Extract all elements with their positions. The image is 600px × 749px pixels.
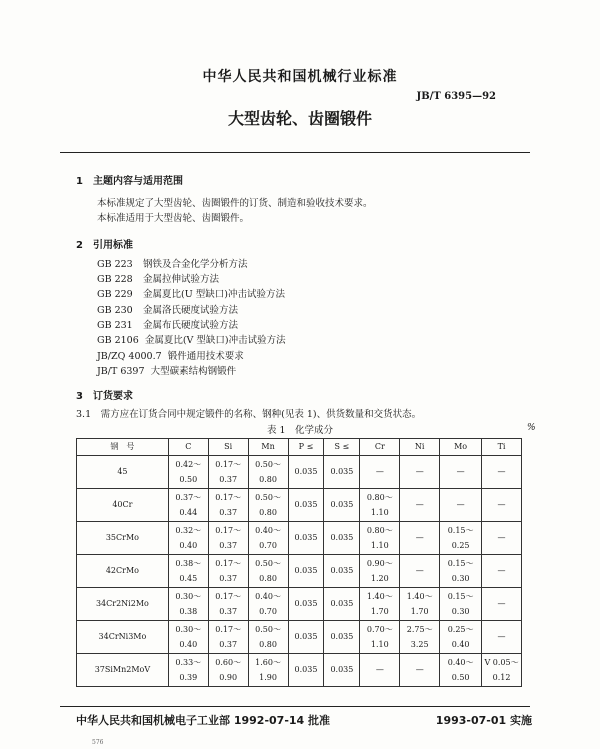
composition-value: 0.37	[219, 607, 238, 616]
reference-code: GB 230	[97, 305, 133, 316]
composition-cell: 0.035	[288, 489, 324, 522]
composition-value: 0.37	[219, 640, 238, 649]
composition-cell	[248, 522, 288, 555]
composition-value: 0.80	[259, 508, 277, 517]
composition-cell: —	[400, 555, 440, 588]
composition-cell	[440, 522, 482, 555]
composition-cell	[360, 621, 400, 654]
composition-value: 1.10	[370, 508, 389, 517]
composition-value: 0.17～	[215, 625, 242, 634]
composition-cell	[400, 588, 440, 621]
composition-value: 1.70	[410, 607, 429, 616]
reference-code: JB/ZQ 4000.7	[97, 351, 162, 362]
composition-value: 0.30～	[175, 592, 202, 601]
composition-cell	[248, 654, 288, 687]
composition-cell: 0.035	[288, 522, 324, 555]
composition-cell: —	[482, 456, 522, 489]
reference-title: 大型碳素结构钢锻件	[150, 366, 237, 377]
composition-value: V 0.05～	[484, 658, 519, 667]
header-cell: Mn	[248, 439, 288, 456]
composition-value: 0.30～	[175, 625, 202, 634]
table-row	[77, 489, 522, 522]
composition-cell	[482, 654, 522, 687]
composition-cell: 0.035	[288, 588, 324, 621]
composition-cell: 0.035	[288, 555, 324, 588]
composition-cell: —	[360, 456, 400, 489]
composition-value: 1.40～	[406, 592, 433, 601]
composition-cell	[208, 621, 248, 654]
reference-item	[97, 286, 285, 300]
composition-value: 0.80～	[366, 493, 393, 502]
composition-cell: 0.035	[288, 654, 324, 687]
composition-value: 0.12	[492, 673, 511, 682]
composition-value: 0.40	[179, 640, 198, 649]
composition-value: 1.20	[370, 574, 389, 583]
reference-item	[97, 302, 238, 316]
composition-value: 0.37	[219, 508, 238, 517]
section-1-heading: 1 主题内容与适用范围	[76, 176, 183, 187]
composition-cell: 0.035	[324, 654, 360, 687]
composition-cell: —	[482, 489, 522, 522]
composition-value: 0.70	[259, 541, 277, 550]
composition-value: 1.40～	[366, 592, 393, 601]
header-cell: Cr	[360, 439, 400, 456]
table-row	[77, 654, 522, 687]
table-body	[77, 456, 522, 687]
reference-title: 金属夏比(U 型缺口)冲击试验方法	[143, 289, 285, 300]
composition-value: 0.60～	[215, 658, 242, 667]
composition-cell: —	[482, 522, 522, 555]
table-caption: 表 1 化学成分	[266, 425, 334, 436]
composition-cell	[360, 489, 400, 522]
composition-cell	[248, 588, 288, 621]
reference-title: 金属洛氏硬度试验方法	[143, 305, 239, 316]
composition-value: 0.50	[451, 673, 470, 682]
composition-cell	[208, 522, 248, 555]
composition-cell	[168, 555, 208, 588]
header-cell: Ti	[482, 439, 522, 456]
table-row	[77, 555, 522, 588]
composition-cell: —	[400, 522, 440, 555]
composition-value: 0.90～	[366, 559, 393, 568]
standard-title: 中华人民共和国机械行业标准	[202, 69, 398, 85]
reference-code: GB 2106	[97, 335, 139, 346]
composition-value: 0.15～	[447, 526, 474, 535]
composition-cell: —	[482, 588, 522, 621]
steel-grade-cell: 34CrNi3Mo	[77, 621, 169, 654]
page-number: 576	[92, 739, 104, 746]
composition-cell: 0.035	[324, 621, 360, 654]
steel-grade-cell: 45	[77, 456, 169, 489]
standard-code: JB/T 6395—92	[416, 91, 496, 102]
composition-value: 0.17～	[215, 493, 242, 502]
composition-value: 0.17～	[215, 460, 242, 469]
composition-value: 0.25～	[447, 625, 474, 634]
composition-cell	[168, 522, 208, 555]
header-cell: P ≤	[288, 439, 324, 456]
composition-value: 1.60～	[255, 658, 281, 667]
composition-value: 0.40～	[255, 526, 281, 535]
composition-cell	[360, 555, 400, 588]
composition-value: 0.70	[259, 607, 277, 616]
composition-cell: —	[440, 456, 482, 489]
composition-cell	[360, 522, 400, 555]
composition-cell: —	[400, 489, 440, 522]
composition-value: 0.30	[451, 607, 470, 616]
composition-value: 0.37～	[175, 493, 202, 502]
composition-cell: —	[482, 555, 522, 588]
header-cell: Ni	[400, 439, 440, 456]
composition-value: 0.45	[179, 574, 198, 583]
composition-value: 0.37	[219, 475, 238, 484]
composition-value: 0.80～	[366, 526, 393, 535]
composition-cell	[400, 621, 440, 654]
steel-grade-cell: 40Cr	[77, 489, 169, 522]
section-3-heading: 3 订货要求	[76, 391, 133, 402]
reference-item	[97, 256, 248, 270]
composition-cell	[208, 489, 248, 522]
composition-value: 1.10	[370, 640, 389, 649]
composition-cell	[168, 654, 208, 687]
composition-cell: —	[482, 621, 522, 654]
composition-value: 1.70	[370, 607, 389, 616]
steel-grade-cell: 35CrMo	[77, 522, 169, 555]
reference-code: JB/T 6397	[97, 366, 145, 377]
header-cell: 钢 号	[77, 439, 169, 456]
composition-cell: 0.035	[324, 555, 360, 588]
composition-value: 0.15～	[447, 559, 474, 568]
composition-value: 3.25	[410, 640, 429, 649]
composition-cell	[168, 588, 208, 621]
composition-cell	[208, 654, 248, 687]
section-2-heading: 2 引用标准	[76, 240, 133, 251]
composition-cell	[440, 621, 482, 654]
composition-value: 1.10	[370, 541, 389, 550]
composition-value: 0.90	[219, 673, 238, 682]
reference-item	[97, 363, 236, 377]
composition-value: 0.17～	[215, 559, 242, 568]
composition-cell: —	[400, 456, 440, 489]
reference-code: GB 229	[97, 289, 133, 300]
composition-value: 0.40～	[255, 592, 281, 601]
section-1-paragraph: 本标准适用于大型齿轮、齿圈锻件。	[97, 213, 250, 224]
composition-value: 0.38～	[175, 559, 202, 568]
reference-title: 锻件通用技术要求	[167, 351, 244, 362]
chemical-composition-table	[76, 438, 522, 687]
composition-value: 0.30	[451, 574, 470, 583]
table-row	[77, 621, 522, 654]
composition-cell: —	[360, 654, 400, 687]
reference-code: GB 223	[97, 259, 133, 270]
composition-value: 0.50～	[255, 460, 281, 469]
composition-value: 0.39	[179, 673, 198, 682]
header-cell: Si	[208, 439, 248, 456]
composition-cell	[168, 621, 208, 654]
implementation-date: 1993-07-01 实施	[435, 714, 532, 727]
composition-value: 0.70～	[366, 625, 393, 634]
composition-cell	[168, 489, 208, 522]
composition-cell	[248, 456, 288, 489]
composition-value: 0.50	[179, 475, 198, 484]
footer-rule	[60, 706, 530, 707]
composition-value: 0.38	[179, 607, 198, 616]
header-cell: S ≤	[324, 439, 360, 456]
reference-code: GB 231	[97, 320, 133, 331]
composition-cell	[440, 555, 482, 588]
reference-item	[97, 271, 219, 285]
composition-cell	[168, 456, 208, 489]
composition-cell	[440, 588, 482, 621]
composition-value: 0.80	[259, 574, 277, 583]
composition-cell: —	[400, 654, 440, 687]
composition-value: 0.37	[219, 574, 238, 583]
section-1-paragraph: 本标准规定了大型齿轮、齿圈锻件的订货、制造和验收技术要求。	[97, 198, 373, 209]
composition-value: 0.17～	[215, 592, 242, 601]
document-title: 大型齿轮、齿圈锻件	[227, 109, 372, 128]
composition-cell: —	[440, 489, 482, 522]
table-header-row	[77, 439, 522, 456]
composition-cell	[208, 588, 248, 621]
composition-cell	[440, 654, 482, 687]
steel-grade-cell: 37SiMn2MoV	[77, 654, 169, 687]
composition-cell	[248, 621, 288, 654]
composition-cell	[360, 588, 400, 621]
composition-cell	[208, 555, 248, 588]
composition-value: 0.50～	[255, 625, 281, 634]
reference-title: 钢铁及合金化学分析方法	[143, 259, 248, 270]
header-cell: Mo	[440, 439, 482, 456]
reference-item	[97, 332, 286, 346]
composition-value: 2.75～	[406, 625, 433, 634]
clause-3-1: 3.1 需方应在订货合同中规定锻件的名称、钢种(见表 1)、供货数量和交货状态。	[76, 409, 422, 420]
composition-value: 0.32～	[175, 526, 202, 535]
composition-value: 0.17～	[215, 526, 242, 535]
reference-title: 金属夏比(V 型缺口)冲击试验方法	[144, 335, 286, 346]
composition-cell: 0.035	[288, 621, 324, 654]
composition-cell: 0.035	[324, 489, 360, 522]
steel-grade-cell: 42CrMo	[77, 555, 169, 588]
approval-line: 中华人民共和国机械电子工业部 1992-07-14 批准	[76, 714, 331, 727]
reference-code: GB 228	[97, 274, 133, 285]
table-row	[77, 588, 522, 621]
reference-title: 金属拉伸试验方法	[143, 274, 220, 285]
composition-value: 0.40	[451, 640, 470, 649]
composition-value: 0.25	[451, 541, 470, 550]
header-rule	[60, 152, 530, 153]
composition-cell: 0.035	[324, 588, 360, 621]
steel-grade-cell: 34Cr2Ni2Mo	[77, 588, 169, 621]
composition-cell	[208, 456, 248, 489]
composition-cell: 0.035	[288, 456, 324, 489]
composition-value: 1.90	[259, 673, 277, 682]
table-row	[77, 456, 522, 489]
composition-value: 0.50～	[255, 493, 281, 502]
composition-value: 0.42～	[175, 460, 202, 469]
header-cell: C	[168, 439, 208, 456]
composition-cell: 0.035	[324, 522, 360, 555]
composition-value: 0.40～	[447, 658, 474, 667]
composition-value: 0.40	[179, 541, 198, 550]
table-row	[77, 522, 522, 555]
composition-value: 0.15～	[447, 592, 474, 601]
composition-value: 0.50～	[255, 559, 281, 568]
composition-cell	[248, 555, 288, 588]
composition-value: 0.37	[219, 541, 238, 550]
composition-value: 0.80	[259, 640, 277, 649]
composition-value: 0.44	[179, 508, 198, 517]
composition-cell: 0.035	[324, 456, 360, 489]
composition-value: 0.33～	[175, 658, 202, 667]
reference-title: 金属布氏硬度试验方法	[143, 320, 239, 331]
reference-item	[97, 348, 244, 362]
table-unit: %	[527, 423, 536, 433]
composition-value: 0.80	[259, 475, 277, 484]
reference-item	[97, 317, 238, 331]
composition-cell	[248, 489, 288, 522]
